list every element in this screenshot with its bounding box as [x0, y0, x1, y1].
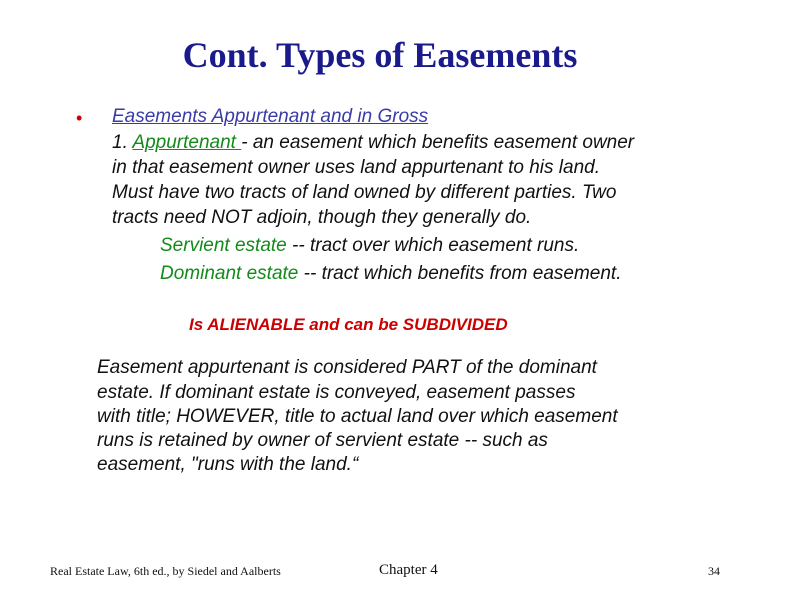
item1-line3: Must have two tracts of land owned by different parties. Two	[112, 182, 617, 203]
footer-source: Real Estate Law, 6th ed., by Siedel and Aalberts	[50, 564, 281, 578]
paragraph-line: Easement appurtenant is considered PART of the dominant	[97, 357, 597, 378]
servient-definition: -- tract over which easement runs.	[286, 235, 580, 256]
paragraph-line: runs is retained by owner of servient estate -- such as	[97, 430, 548, 451]
servient-term: Servient estate	[160, 235, 287, 256]
paragraph-line: with title; HOWEVER, title to actual land over which easement	[97, 406, 618, 427]
item1-line4: tracts need NOT adjoin, though they generally do.	[112, 207, 532, 228]
page-number: 34	[708, 564, 720, 578]
bullet-marker: •	[76, 108, 83, 128]
item1-line2: in that easement owner uses land appurtenant to his land.	[112, 157, 600, 178]
dominant-estate-line	[160, 263, 621, 285]
alienable-statement: Is ALIENABLE and can be SUBDIVIDED	[189, 315, 508, 334]
slide-title: Cont. Types of Easements	[182, 35, 578, 75]
paragraph-line: easement, "runs with the land.“	[97, 454, 359, 475]
paragraph-line: estate. If dominant estate is conveyed, easement passes	[97, 382, 576, 403]
item1-line1	[112, 132, 634, 154]
section-heading: Easements Appurtenant and in Gross	[112, 106, 429, 127]
appurtenant-term: Appurtenant	[132, 132, 242, 153]
dominant-definition: -- tract which benefits from easement.	[298, 263, 622, 284]
item1-number: 1.	[112, 132, 133, 153]
dominant-term: Dominant estate	[160, 263, 299, 284]
footer-chapter: Chapter 4	[379, 562, 438, 578]
item1-rest: - an easement which benefits easement owner	[241, 132, 635, 153]
servient-estate-line	[160, 235, 579, 257]
